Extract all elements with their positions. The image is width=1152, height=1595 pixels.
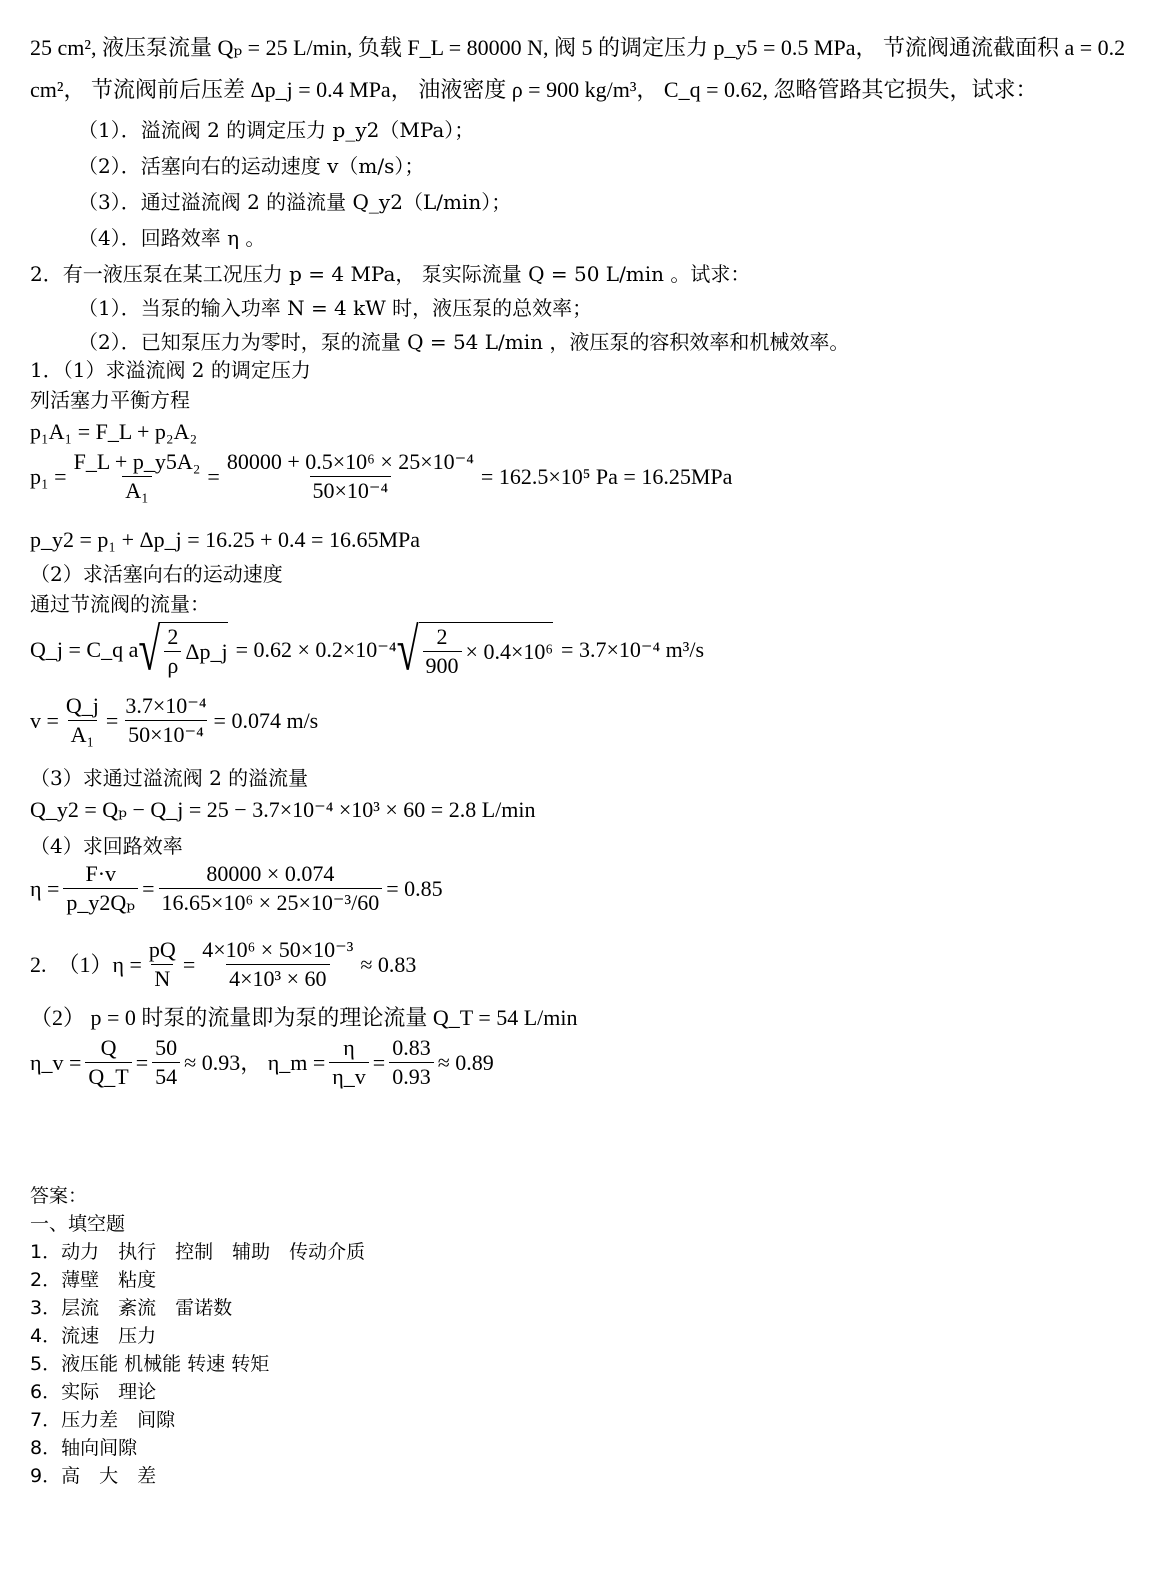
eq10-fraction-1: [85, 1036, 131, 1089]
eq10-denominator-3: η_v: [329, 1062, 369, 1089]
answer-item-7: 7．压力差 间隙: [30, 1409, 176, 1431]
answer-item-1: 1．动力 执行 控制 辅助 传动介质: [30, 1241, 366, 1263]
eq8-equals: =: [182, 951, 196, 977]
eq5-fraction-2: [122, 694, 209, 747]
radical-sign: √: [138, 615, 161, 683]
solution-heading-4: （4）求回路效率: [30, 834, 183, 858]
answers-heading: 答案：: [30, 1185, 88, 1207]
eq2-fraction-2: [224, 450, 477, 503]
answer-item-5: 5．液压能 机械能 转速 转矩: [30, 1353, 270, 1375]
answer-item-3: 3．层流 紊流 雷诺数: [30, 1297, 233, 1319]
answer-item-9: 9．高 大 差: [30, 1465, 157, 1487]
eq5-numerator-1: Q_j: [65, 693, 99, 718]
equation-qj: [30, 615, 705, 683]
eq10-equals-1: =: [135, 1049, 149, 1075]
eq7-equals: =: [142, 875, 155, 901]
eq7-result: = 0.85: [386, 875, 443, 901]
solution-step-force-balance: 列活塞力平衡方程: [30, 388, 190, 412]
equation-force-balance: p₁A₁ = F_L + p₂A₂: [30, 419, 198, 444]
eq4-middle: = 0.62 × 0.2×10⁻⁴: [235, 637, 397, 662]
eq4-radical-2-fraction: [423, 625, 462, 678]
eq7-lhs: η =: [30, 875, 60, 901]
eq8-denominator-2: 4×10³ × 60: [226, 964, 329, 991]
question-3: （3）．通过溢流阀 2 的溢流量 Q_y2（L/min）；: [78, 190, 512, 214]
solution-step-throttle-flow: 通过节流阀的流量：: [30, 592, 210, 616]
problem-2-statement: 2．有一液压泵在某工况压力 p = 4 MPa， 泵实际流量 Q = 50 L/min 。试求：: [30, 262, 751, 286]
eq10-numerator-2: 50: [155, 1035, 178, 1060]
solution-heading-1: 1．（1）求溢流阀 2 的调定压力: [30, 358, 311, 382]
answer-item-6: 6．实际 理论: [30, 1381, 157, 1403]
eq7-denominator-1: p_y2Qₚ: [63, 888, 138, 915]
equation-v: [30, 694, 318, 747]
question-2: （2）．活塞向右的运动速度 v（m/s）；: [78, 154, 425, 178]
eq4-result: = 3.7×10⁻⁴ m³/s: [561, 637, 705, 662]
eq2-numerator-1: F_L + p_y5A₂: [73, 449, 201, 474]
eq2-denominator-1: A₁: [122, 476, 152, 503]
eq10-denominator-1: Q_T: [85, 1062, 131, 1089]
problem-line-1: 25 cm², 液压泵流量 Qₚ = 25 L/min, 负载 F_L = 80000 N, 阀 5 的调定压力 p_y5 = 0.5 MPa， 节流阀通流截面积 a = 0.2: [30, 35, 1126, 60]
eq10-denominator-4: 0.93: [389, 1062, 434, 1089]
problem-2-question-1: （1）．当泵的输入功率 N = 4 kW 时，液压泵的总效率；: [78, 296, 593, 320]
eq5-denominator-1: A₁: [68, 720, 98, 747]
eq2-result: = 162.5×10⁵ Pa = 16.25MPa: [480, 463, 733, 489]
eq2-denominator-2: 50×10⁻⁴: [310, 476, 392, 503]
answer-item-2: 2．薄壁 粘度: [30, 1269, 157, 1291]
eq5-result: = 0.074 m/s: [213, 707, 319, 733]
eq8-result: ≈ 0.83: [360, 951, 417, 977]
eq7-fraction-1: [63, 862, 138, 915]
question-4: （4）．回路效率 η 。: [78, 226, 266, 250]
eq8-numerator-2: 4×10⁶ × 50×10⁻³: [202, 937, 354, 962]
eq10-middle: ≈ 0.93， η_m =: [184, 1049, 326, 1075]
eq4-radical-1-tail: Δp_j: [185, 638, 228, 664]
radical-sign: √: [396, 615, 419, 683]
eq8-denominator-1: N: [151, 964, 173, 991]
eq8-lhs: 2. （1）η =: [30, 951, 142, 977]
eq4-radical-2-denominator: 900: [423, 651, 462, 678]
eq4-lhs: Q_j = C_q a: [30, 637, 139, 662]
eq4-radical-1-fraction: [164, 625, 181, 678]
eq4-radical-2-tail: × 0.4×10⁶: [465, 638, 554, 664]
eq5-lhs: v =: [30, 707, 59, 733]
eq8-numerator-1: pQ: [148, 937, 176, 962]
solution-heading-3: （3）求通过溢流阀 2 的溢流量: [30, 766, 309, 790]
eq8-fraction-2: [199, 938, 356, 991]
equation-theoretical-flow: （2） p = 0 时泵的流量即为泵的理论流量 Q_T = 54 L/min: [30, 1005, 578, 1030]
radical-body: [160, 622, 227, 678]
answer-item-4: 4．流速 压力: [30, 1325, 157, 1347]
eq10-result: ≈ 0.89: [437, 1049, 494, 1075]
eq5-numerator-2: 3.7×10⁻⁴: [125, 693, 207, 718]
answers-section-fill-blank: 一、填空题: [30, 1213, 126, 1235]
eq8-fraction-1: [146, 938, 179, 991]
answer-item-8: 8．轴向间隙: [30, 1437, 138, 1459]
eq2-fraction-1: [71, 450, 204, 503]
eq10-fraction-4: [389, 1036, 434, 1089]
eq5-equals: =: [105, 707, 119, 733]
radical-body: [419, 622, 553, 678]
eq2-numerator-2: 80000 + 0.5×10⁶ × 25×10⁻⁴: [226, 449, 474, 474]
equation-p1: [30, 450, 732, 503]
eq10-numerator-3: η: [343, 1035, 355, 1060]
eq7-fraction-2: [159, 862, 383, 915]
equation-total-efficiency: [30, 938, 416, 991]
eq7-numerator-2: 80000 × 0.074: [206, 861, 335, 886]
eq2-lhs: p₁ =: [30, 463, 67, 489]
eq10-numerator-1: Q: [100, 1035, 117, 1060]
eq2-equals: =: [207, 463, 220, 489]
eq4-radical-2-numerator: 2: [436, 624, 448, 649]
solution-heading-2: （2）求活塞向右的运动速度: [30, 562, 283, 586]
eq5-fraction-1: [63, 694, 102, 747]
equation-efficiency: [30, 862, 443, 915]
eq10-lhs: η_v =: [30, 1049, 82, 1075]
equation-volumetric-mechanical: [30, 1036, 494, 1089]
eq10-numerator-4: 0.83: [392, 1035, 431, 1060]
eq7-numerator-1: F·v: [85, 861, 117, 886]
eq10-denominator-2: 54: [152, 1062, 180, 1089]
eq4-radical-1-denominator: ρ: [164, 651, 181, 678]
problem-2-question-2: （2）．已知泵压力为零时，泵的流量 Q = 54 L/min ，液压泵的容积效率和机械效率。: [78, 330, 850, 354]
eq5-denominator-2: 50×10⁻⁴: [125, 720, 207, 747]
eq10-equals-2: =: [372, 1049, 386, 1075]
equation-py2: p_y2 = p₁ + Δp_j = 16.25 + 0.4 = 16.65MPa: [30, 527, 421, 552]
equation-qy2: Q_y2 = Qₚ − Q_j = 25 − 3.7×10⁻⁴ ×10³ × 60 = 2.8 L/min: [30, 797, 536, 822]
question-1: （1）．溢流阀 2 的调定压力 p_y2（MPa）；: [78, 118, 475, 142]
problem-line-2: cm²， 节流阀前后压差 Δp_j = 0.4 MPa， 油液密度 ρ = 900 kg/m³， C_q = 0.62, 忽略管路其它损失，试求：: [30, 77, 1038, 102]
eq4-radical-2: [396, 615, 554, 683]
eq4-radical-1: [138, 615, 228, 683]
eq10-fraction-3: [329, 1036, 369, 1089]
eq7-denominator-2: 16.65×10⁶ × 25×10⁻³/60: [159, 888, 383, 915]
eq4-radical-1-numerator: 2: [167, 624, 179, 649]
eq10-fraction-2: [152, 1036, 180, 1089]
